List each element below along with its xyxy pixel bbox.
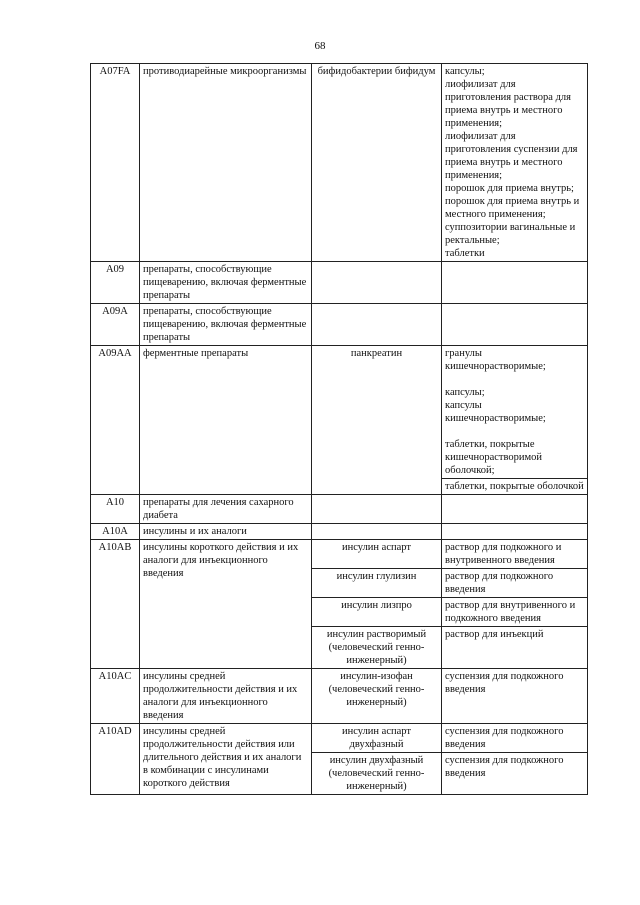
drug-name: инсулин растворимый (человеческий генно-инженерный) <box>312 627 442 669</box>
dosage-forms <box>442 346 588 479</box>
drug-name: инсулин лизпро <box>312 598 442 627</box>
drug-name: бифидобактерии бифидум <box>312 64 442 262</box>
drug-name-empty <box>312 304 442 346</box>
dosage-forms: раствор для подкожного и внутривенного введения <box>442 540 588 569</box>
drug-name: панкреатин <box>312 346 442 495</box>
dosage-forms: суспензия для подкожного введения <box>442 753 588 795</box>
atc-code: A10AC <box>91 669 140 724</box>
atc-group: препараты для лечения сахарного диабета <box>140 495 312 524</box>
atc-group: противодиарейные микроорганизмы <box>140 64 312 262</box>
atc-group: инсулины и их аналоги <box>140 524 312 540</box>
table-row <box>91 346 588 479</box>
table-row <box>91 524 588 540</box>
atc-group: ферментные препараты <box>140 346 312 495</box>
table-row <box>91 304 588 346</box>
drug-name-empty <box>312 262 442 304</box>
atc-code: A07FA <box>91 64 140 262</box>
drug-name-empty <box>312 524 442 540</box>
drug-table <box>90 63 588 795</box>
table-row <box>91 495 588 524</box>
atc-group: препараты, способствующие пищеварению, включая ферментные препараты <box>140 304 312 346</box>
drug-name: инсулин-изофан (человеческий генно-инженерный) <box>312 669 442 724</box>
atc-code: A09A <box>91 304 140 346</box>
drug-name: инсулин аспарт <box>312 540 442 569</box>
dosage-form-text: капсулы; капсулы кишечнорастворимые; <box>445 387 546 424</box>
atc-group: инсулины средней продолжительности действия и их аналоги для инъекционного введения <box>140 669 312 724</box>
atc-group: инсулины средней продолжительности действия или длительного действия и их аналоги в комбинации с инсулинами короткого действия <box>140 724 312 795</box>
table-row <box>91 64 588 262</box>
dosage-forms: раствор для инъекций <box>442 627 588 669</box>
drug-name: инсулин аспарт двухфазный <box>312 724 442 753</box>
dosage-forms: суспензия для подкожного введения <box>442 669 588 724</box>
page-number: 68 <box>314 40 326 52</box>
drug-name: инсулин глулизин <box>312 569 442 598</box>
drug-name: инсулин двухфазный (человеческий генно-инженерный) <box>312 753 442 795</box>
dosage-forms: таблетки, покрытые оболочкой <box>442 479 588 495</box>
table-row <box>91 540 588 569</box>
atc-code: A10A <box>91 524 140 540</box>
atc-group: инсулины короткого действия и их аналоги для инъекционного введения <box>140 540 312 669</box>
atc-code: A09AA <box>91 346 140 495</box>
dosage-forms-empty <box>442 524 588 540</box>
dosage-forms-empty <box>442 262 588 304</box>
atc-group: препараты, способствующие пищеварению, включая ферментные препараты <box>140 262 312 304</box>
dosage-forms-empty <box>442 304 588 346</box>
drug-name-empty <box>312 495 442 524</box>
table-row <box>91 724 588 753</box>
table-row <box>91 669 588 724</box>
dosage-form-text: таблетки, покрытые кишечнорастворимой оболочкой; <box>445 439 543 476</box>
dosage-forms: раствор для подкожного введения <box>442 569 588 598</box>
atc-code: A10AB <box>91 540 140 669</box>
atc-code: A09 <box>91 262 140 304</box>
table-row <box>91 262 588 304</box>
dosage-forms: капсулы; лиофилизат для приготовления раствора для приема внутрь и местного применения; лиофилизат для приготовления суспензии для приема внутрь и местного применения; порошок для приема внутрь; порошок для приема внутрь и местного применения; суппозитории вагинальные и ректальные; таблетки <box>442 64 588 262</box>
dosage-forms-empty <box>442 495 588 524</box>
dosage-forms: суспензия для подкожного введения <box>442 724 588 753</box>
dosage-form-text: гранулы кишечнорастворимые; <box>445 348 546 372</box>
atc-code: A10 <box>91 495 140 524</box>
dosage-forms: раствор для внутривенного и подкожного введения <box>442 598 588 627</box>
atc-code: A10AD <box>91 724 140 795</box>
